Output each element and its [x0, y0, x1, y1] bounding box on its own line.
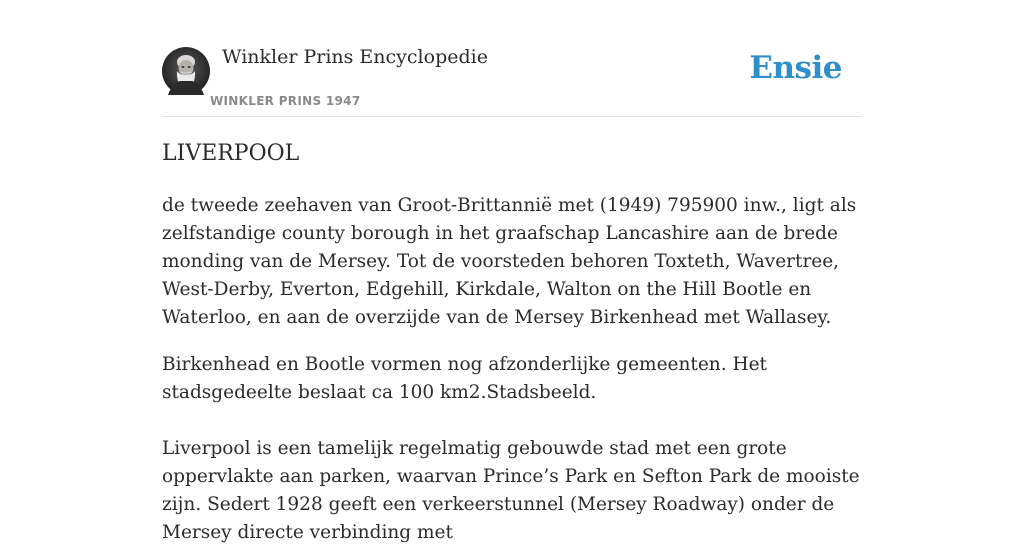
- article-paragraph: de tweede zeehaven van Groot-Brittannië met (1949) 795900 inw., ligt als zelfstandige county borough in het graafschap Lancashire aan de brede monding van de Mersey. Tot de voorsteden behoren Toxteth, Wavertree, West-Derby, Everton, Edgehill, Kirkdale, Walton on the Hill Bootle en Waterloo, en aan de overzijde van de Mersey Birkenhead met Wallasey.: [162, 195, 857, 328]
- article-body: [162, 192, 862, 547]
- source-subtitle[interactable]: WINKLER PRINS 1947: [210, 94, 361, 108]
- article-paragraph: Birkenhead en Bootle vormen nog afzonderlijke gemeenten. Het stadsgedeelte beslaat ca 100 km2.Stadsbeeld.: [162, 354, 767, 403]
- ensie-logo-link[interactable]: Ensie: [749, 50, 842, 86]
- site-name[interactable]: Winkler Prins Encyclopedie: [222, 46, 488, 68]
- site-header: [162, 46, 862, 117]
- author-avatar[interactable]: [162, 47, 210, 95]
- bearded-man-portrait-icon: [162, 47, 210, 95]
- article-paragraph: Liverpool is een tamelijk regelmatig gebouwde stad met een grote oppervlakte aan parken, waarvan Prince’s Park en Sefton Park de mooiste zijn. Sedert 1928 geeft een verkeerstunnel (Mersey Roadway) onder de Mersey directe verbinding met: [162, 438, 860, 543]
- article-title: LIVERPOOL: [162, 141, 300, 166]
